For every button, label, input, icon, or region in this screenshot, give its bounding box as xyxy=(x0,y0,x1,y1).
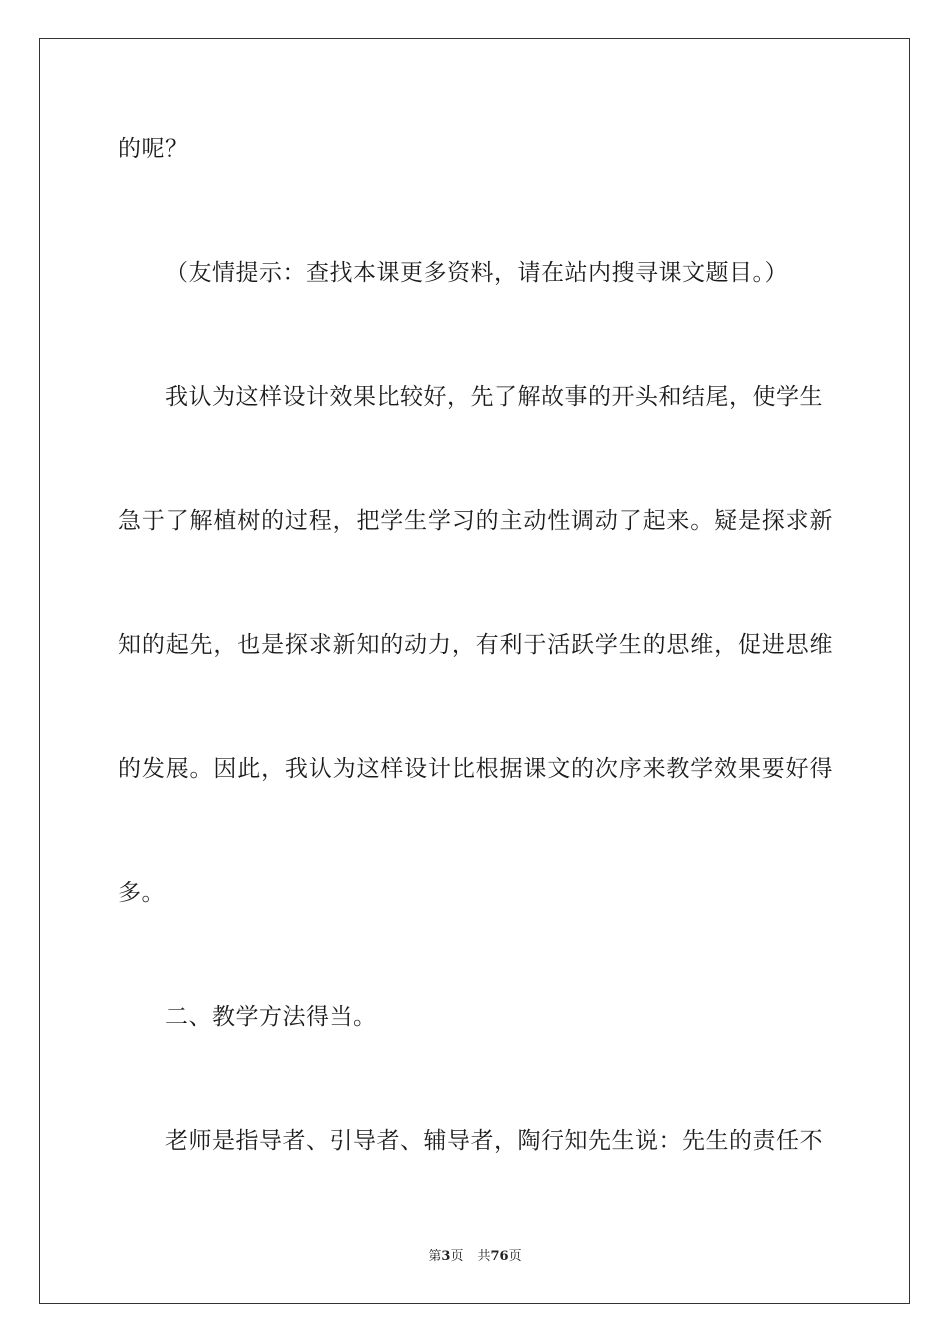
text-line-6: 的发展。因此，我认为这样设计比根据课文的次序来教学效果要好得 xyxy=(118,756,833,782)
text-line-4: 急于了解植树的过程，把学生学习的主动性调动了起来。疑是探求新 xyxy=(118,508,833,534)
footer-page-prefix: 第 xyxy=(428,1249,442,1264)
footer-page-number: 3 xyxy=(441,1249,451,1264)
section-heading: 二、教学方法得当。 xyxy=(165,1004,377,1030)
text-line-3: 我认为这样设计效果比较好，先了解故事的开头和结尾，使学生 xyxy=(165,384,823,410)
text-line-2-tip: （友情提示：查找本课更多资料，请在站内搜寻课文题目。） xyxy=(165,260,788,286)
text-line-5: 知的起先，也是探求新知的动力，有利于活跃学生的思维，促进思维 xyxy=(118,632,833,658)
text-line-7: 多。 xyxy=(118,880,165,906)
page-footer xyxy=(0,1248,950,1266)
footer-total-prefix: 共 xyxy=(477,1249,491,1264)
footer-page-suffix: 页 xyxy=(450,1249,464,1264)
text-line-1: 的呢？ xyxy=(118,136,189,162)
footer-total-suffix: 页 xyxy=(508,1249,522,1264)
text-line-9: 老师是指导者、引导者、辅导者，陶行知先生说：先生的责任不 xyxy=(165,1128,823,1154)
footer-total-pages: 76 xyxy=(490,1249,509,1264)
page-border xyxy=(39,38,910,1304)
